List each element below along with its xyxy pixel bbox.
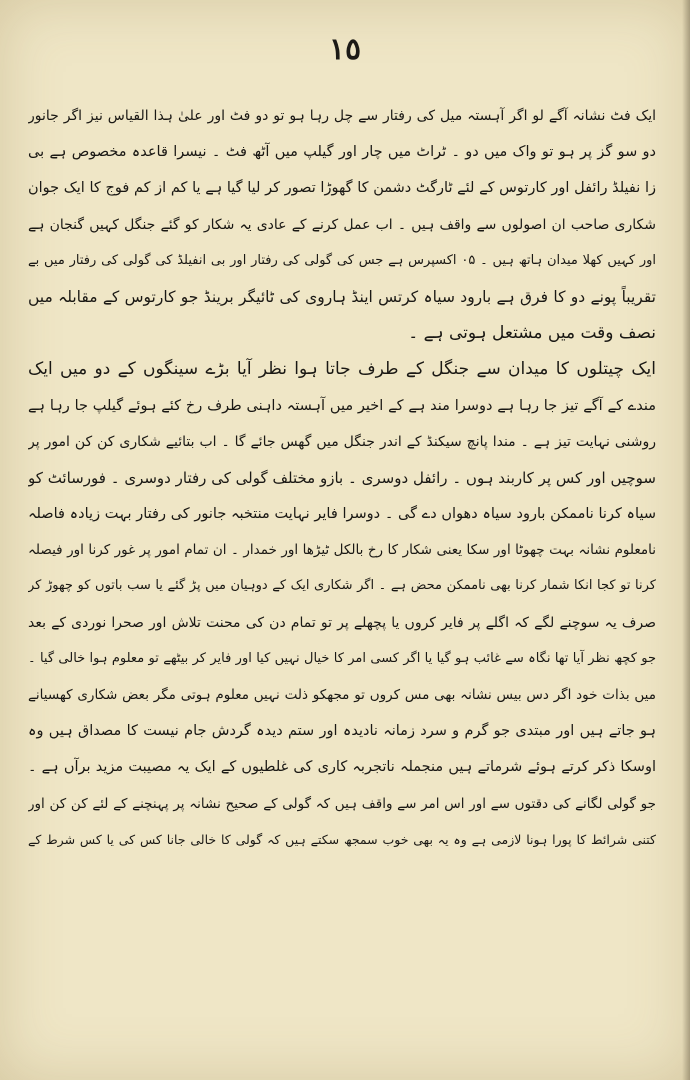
text-line: جو کچھ نظر آیا تھا نگاہ سے غائب ہو گیا یا اگر کسی امر کا خیال نہیں کیا اور فایر کر بیٹھے تو معلوم ہوا خالی گیا ۔ [28, 650, 656, 666]
text-line: سیاہ کرنا ناممکن بارود سیاہ دھواں دے گی ۔ دوسرا فایر نہایت منتخبہ جانور کی رفتار بہت زیادہ فاصلہ [28, 506, 656, 523]
text-line: میں بذات خود اگر دس بیس نشانہ بھی مس کروں تو مجھکو ذلت نہیں معلوم ہوتی مگر بعض شکاری کھسیانے [28, 687, 656, 703]
text-line: ہو جاتے ہیں اور مبتدی جو گرم و سرد زمانہ نادیدہ اور ستم دیدہ گردش جام نیست کا مصداق ہیں وہ [28, 723, 656, 740]
text-line: اوسکا ذکر کرتے ہوئے شرماتے ہیں منجملہ ناتجربہ کاری کی غلطیوں کے ایک یہ مصیبت مزید برآں ہے ۔ [28, 759, 656, 776]
text-line: نامعلوم نشانہ بہت چھوٹا اور سکا یعنی شکار کا رخ بالکل ٹیڑھا اور خمدار ۔ ان تمام امور پر غور کرنا اور فیصلہ [28, 542, 656, 559]
page-body-text [28, 98, 656, 858]
text-line: کرنا تو کجا انکا شمار کرنا بھی ناممکن محض ہے ۔ اگر شکاری ایک کے دوہیان میں پڑ گئے یا سب باتوں کو چھوڑ کر [28, 578, 656, 594]
text-line: جو گولی لگانے کی دقتوں سے اور اس امر سے واقف ہیں کہ گولی کے صحیح نشانہ پر پہنچنے کے لئے کن کن اور [28, 795, 656, 812]
text-line: کتنی شرائط کا پورا ہونا لازمی ہے وہ یہ بھی خوب سمجھ سکتے ہیں کہ گولی کا خالی جانا کس کی یا کس شرط کے [28, 831, 656, 847]
page-number: ١٥ [328, 32, 362, 67]
text-line: نصف وقت میں مشتعل ہوتی ہے ۔ [408, 323, 656, 344]
text-line: ایک فٹ نشانہ آگے لو اگر آہستہ میل کی رفتار سے چل رہا ہو تو دو فٹ اور علیٰ ہذا القیاس نیز اگر جانور [28, 108, 656, 124]
text-line: صرف یہ سوچنے لگے کہ اگلے پر فایر کروں یا پچھلے پر تو تمام دن کی محنت تلاش اور صحرا نوردی کے بعد [28, 614, 656, 631]
text-line: روشنی نہایت تیز ہے ۔ مندا پانچ سیکنڈ کے اندر جنگل میں گھس جائے گا ۔ اب بتائیے شکاری کن کن امور پر [28, 433, 656, 450]
text-line: زا نفیلڈ رائفل اور کارتوس کے لئے ٹارگٹ دشمن کا گھوڑا تصور کر لیا گیا ہے یا کم از کم فوج کا ایک جوان [28, 180, 656, 197]
text-line: دو سو گز پر ہو تو واک میں دو ۔ ٹراٹ میں چار اور گیلپ میں آٹھ فٹ ۔ نیسرا قاعدہ مخصوص ہے بی [28, 144, 656, 161]
text-line: شکاری صاحب ان اصولوں سے واقف ہیں ۔ اب عمل کرنے کے عادی یہ شکار کو گئے جنگل کہیں گنجان ہے [28, 216, 656, 233]
text-line: تقریباً پونے دو کا فرق ہے بارود سیاہ کرتس اینڈ ہاروی کی ٹائیگر برینڈ جو کارتوس کے مقابلہ میں [28, 287, 656, 306]
text-line: اور کہیں کھلا میدان ہاتھ ہیں ۔ ۰۵ اکسپرس ہے جس کی گولی کی رفتار اور بی انفیلڈ کی گولی کی رفتار میں بے [28, 252, 656, 268]
page-edge-shadow [682, 0, 690, 1080]
text-line: ایک چیتلوں کا میدان سے جنگل کے طرف جاتا ہوا نظر آیا بڑے سینگوں کے دو میں ایک [28, 359, 656, 380]
text-line: مندے کے آگے تیز جا رہا ہے دوسرا مند ہے کے اخیر میں آہستہ داہنی طرف رخ کئے ہوئے گیلپ جا رہا ہے [28, 397, 656, 414]
text-line: سوچیں اور کس پر کاربند ہوں ۔ رائفل دوسری ۔ بازو مختلف گولی کی رفتار دوسری ۔ فورسائٹ کو [28, 468, 656, 487]
